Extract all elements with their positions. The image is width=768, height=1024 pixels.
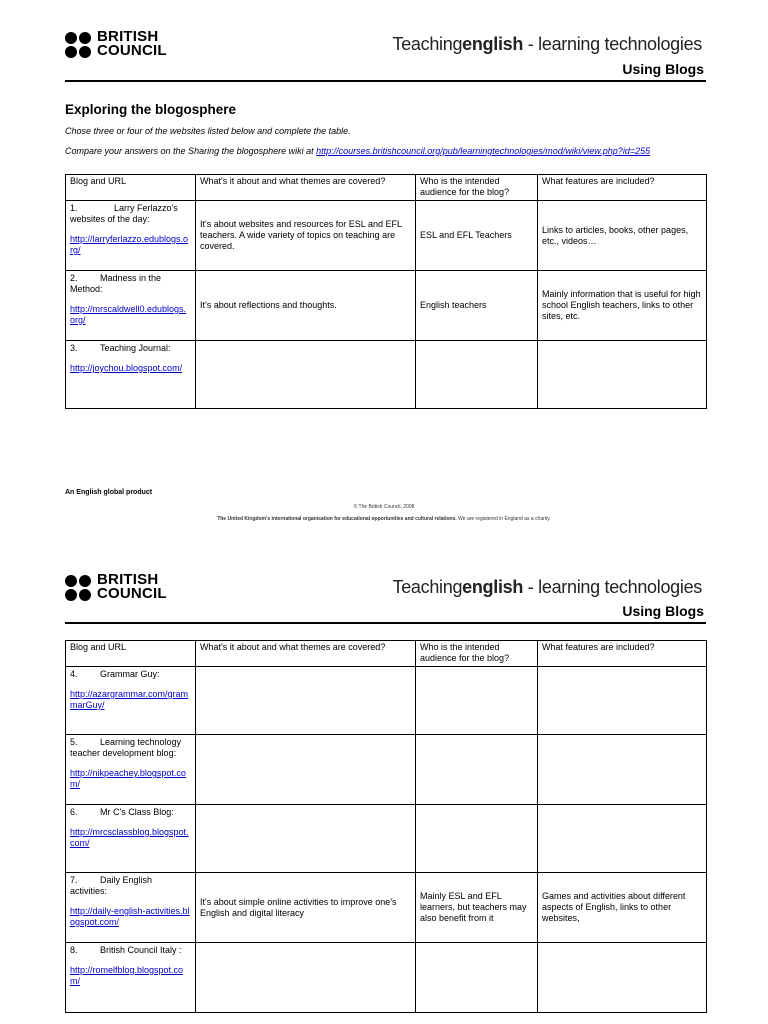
features-cell [538,341,707,409]
teachingenglish-brand: Teachingenglish - learning technologies [392,34,702,54]
features-cell [538,667,707,735]
blog-cell: 1. Larry Ferlazzo's websites of the day: http://larryferlazzo.edublogs.org/ [66,201,196,271]
footer-product: An English global product [65,489,153,496]
col-header: What's it about and what themes are covered? [196,641,416,667]
logo-line1: BRITISH [97,571,159,588]
logo-line2: COUNCIL [97,585,167,602]
about-cell [196,943,416,1013]
blog-cell: 2. Madness in the Method: http://mrscaldwell0.edublogs.org/ [66,271,196,341]
col-header: Blog and URL [66,641,196,667]
british-council-logo [65,573,175,603]
blog-cell: 4. Grammar Guy: http://azargrammar.com/grammarGuy/ [66,667,196,735]
features-cell: Mainly information that is useful for high school English teachers, links to other sites, etc. [538,271,707,341]
col-header: What features are included? [538,175,707,201]
audience-cell: Mainly ESL and EFL learners, but teachers may also benefit from it [416,873,538,943]
footer-copyright: © The British Council, 2008 [353,504,415,510]
audience-cell: ESL and EFL Teachers [416,201,538,271]
about-cell: It's about websites and resources for ESL and EFL teachers. A wide variety of topics on teaching are covered. [196,201,416,271]
doc-title: Using Blogs [622,61,704,77]
table-row [66,873,707,943]
instruction-2: Compare your answers on the Sharing the blogosphere wiki at http://courses.britishcouncil.org/pub/learningtechnologies/mod/wiki/view.php?id=255 [65,146,651,156]
col-header: What's it about and what themes are covered? [196,175,416,201]
logo-line1: BRITISH [97,28,159,45]
features-cell [538,805,707,873]
audience-cell [416,667,538,735]
features-cell [538,943,707,1013]
table-row [66,201,707,271]
about-cell [196,341,416,409]
section-heading: Exploring the blogosphere [65,102,237,117]
teachingenglish-brand: Teachingenglish - learning technologies [392,577,702,597]
blog-url-link[interactable]: http://mrscaldwell0.edublogs.org/ [70,304,187,325]
table-header-row [66,641,707,667]
features-cell [538,735,707,805]
blog-url-link[interactable]: http://romelfblog.blogspot.com/ [70,965,184,986]
british-council-logo [65,30,175,60]
blog-url-link[interactable]: http://daily-english-activities.blogspot.com/ [70,906,190,927]
about-cell: It's about simple online activities to improve one's English and digital literacy [196,873,416,943]
about-cell [196,735,416,805]
table-header-row [66,175,707,201]
header-rule [65,622,706,624]
blog-url-link[interactable]: http://joychou.blogspot.com/ [70,363,183,373]
wiki-link[interactable]: http://courses.britishcouncil.org/pub/learningtechnologies/mod/wiki/view.php?id=255 [316,146,651,156]
footer-org: The United Kingdom's international organisation for educational opportunities and cultural relations. We are registered in England as a charity. [217,516,551,522]
blog-cell: 3. Teaching Journal: http://joychou.blogspot.com/ [66,341,196,409]
logo-dots-icon [65,575,93,603]
doc-title: Using Blogs [622,603,704,619]
blog-cell: 8. British Council Italy : http://romelfblog.blogspot.com/ [66,943,196,1013]
table-row [66,667,707,735]
blog-table-page1 [65,174,707,409]
audience-cell [416,805,538,873]
table-row [66,805,707,873]
blog-url-link[interactable]: http://mrcsclassblog.blogspot.com/ [70,827,189,848]
table-row [66,341,707,409]
about-cell [196,805,416,873]
logo-line2: COUNCIL [97,42,167,59]
about-cell [196,667,416,735]
col-header: Who is the intended audience for the blog? [416,641,538,667]
table-row [66,943,707,1013]
audience-cell [416,735,538,805]
audience-cell [416,943,538,1013]
table-row [66,735,707,805]
about-cell: It's about reflections and thoughts. [196,271,416,341]
audience-cell: English teachers [416,271,538,341]
table-row [66,271,707,341]
audience-cell [416,341,538,409]
features-cell: Games and activities about different aspects of English, links to other websites, [538,873,707,943]
blog-table-page2 [65,640,707,1013]
features-cell: Links to articles, books, other pages, etc., videos… [538,201,707,271]
col-header: What features are included? [538,641,707,667]
header-rule [65,80,706,82]
blog-cell: 5. Learning technology teacher development blog: http://nikpeachey.blogspot.com/ [66,735,196,805]
col-header: Blog and URL [66,175,196,201]
blog-cell: 7. Daily English activities: http://daily-english-activities.blogspot.com/ [66,873,196,943]
blog-cell: 6. Mr C's Class Blog: http://mrcsclassblog.blogspot.com/ [66,805,196,873]
col-header: Who is the intended audience for the blog? [416,175,538,201]
blog-url-link[interactable]: http://azargrammar.com/grammarGuy/ [70,689,189,710]
logo-dots-icon [65,32,93,60]
instruction-1: Chose three or four of the websites listed below and complete the table. [65,126,351,136]
blog-url-link[interactable]: http://nikpeachey.blogspot.com/ [70,768,186,789]
blog-url-link[interactable]: http://larryferlazzo.edublogs.org/ [70,234,189,255]
